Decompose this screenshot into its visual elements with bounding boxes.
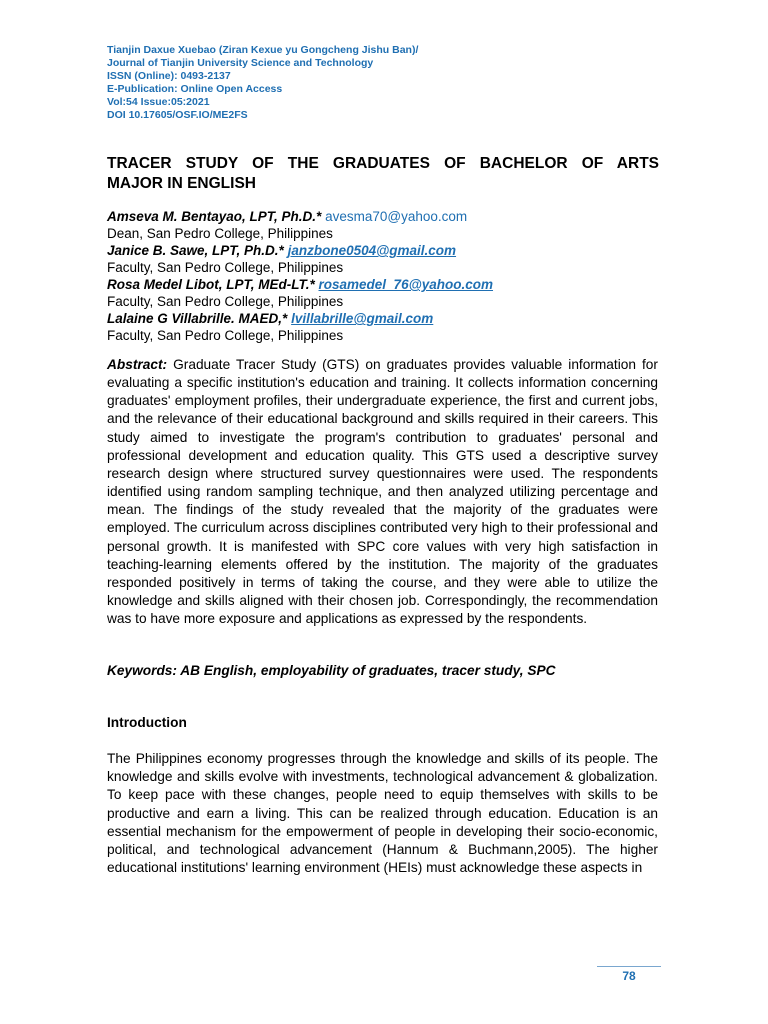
abstract <box>107 356 658 628</box>
author-affiliation: Faculty, San Pedro College, Philippines <box>107 294 344 309</box>
author-email-link[interactable]: rosamedel_76@yahoo.com <box>318 277 494 292</box>
author-name: Rosa Medel Libot, LPT, MEd-LT.* <box>107 277 315 292</box>
volume-issue: Vol:54 Issue:05:2021 <box>107 96 210 108</box>
author-1 <box>107 208 667 225</box>
journal-english-name: Journal of Tianjin University Science and Technology <box>107 57 374 69</box>
author-email-link[interactable]: avesma70@yahoo.com <box>325 209 468 224</box>
author-3 <box>107 276 667 293</box>
issn: ISSN (Online): 0493-2137 <box>107 70 231 82</box>
keywords: Keywords: AB English, employability of graduates, tracer study, SPC <box>107 663 556 678</box>
paper-title <box>107 154 659 194</box>
author-email-link[interactable]: lvillabrille@gmail.com <box>291 311 434 326</box>
author-affiliation: Faculty, San Pedro College, Philippines <box>107 328 344 343</box>
introduction-paragraph: The Philippines economy progresses through the knowledge and skills of its people. The knowledge and skills evolve with investments, technological advancement & globalization. To keep pace with these changes, people need to equip themselves with skills to be productive and earn a living. This can be realized through education. Education is an essential mechanism for the empowerment of people in developing their socio-economic, political, and technological advancement (Hannum & Buchmann,2005). The higher educational institutions' learning environment (HEIs) must acknowledge these aspects in <box>107 751 658 876</box>
author-name: Janice B. Sawe, LPT, Ph.D.* <box>107 243 284 258</box>
author-name: Lalaine G Villabrille. MAED,* <box>107 311 288 326</box>
author-2 <box>107 242 667 259</box>
abstract-label: Abstract: <box>107 357 168 372</box>
publication-type: E-Publication: Online Open Access <box>107 83 283 95</box>
author-list <box>107 208 667 344</box>
paper-title-line-1: TRACER STUDY OF THE GRADUATES OF BACHELOR OF ARTS <box>107 155 659 172</box>
page-number-rule <box>597 966 661 967</box>
journal-name-line: Tianjin Daxue Xuebao (Ziran Kexue yu Gongcheng Jishu Ban)/ <box>107 44 419 56</box>
page-number: 78 <box>622 969 636 983</box>
author-4 <box>107 310 667 327</box>
author-affiliation: Faculty, San Pedro College, Philippines <box>107 260 344 275</box>
author-name: Amseva M. Bentayao, LPT, Ph.D.* <box>107 209 322 224</box>
author-affiliation: Dean, San Pedro College, Philippines <box>107 226 333 241</box>
doi: DOI 10.17605/OSF.IO/ME2FS <box>107 109 248 121</box>
journal-header <box>107 44 418 122</box>
abstract-text: Graduate Tracer Study (GTS) on graduates provides valuable information for evaluating a specific institution's education and training. It collects information concerning graduates' employment profiles, their undergraduate experience, the first and current jobs, and the relevance of their educational background and skills required in their careers. This study aimed to investigate the program's contribution to graduates' personal and professional development and education quality. This GTS used a descriptive survey research design where structured survey questionnaires were used. The respondents identified using random sampling technique, and then analyzed utilizing percentage and mean. The findings of the study revealed that the majority of the graduates were employed. The curriculum across disciplines contributed very high to their professional and personal growth. It is manifested with SPC core values with very high satisfaction in teaching-learning elements offered by the institution. The majority of the graduates responded positively in terms of taking the course, and they were able to utilize the knowledge and skills aligned with their chosen job. Correspondingly, the recommendation was to have more exposure and applications as expressed by the respondents. <box>107 357 658 627</box>
paper-title-line-2: MAJOR IN ENGLISH <box>107 175 256 192</box>
author-email-link[interactable]: janzbone0504@gmail.com <box>287 243 457 258</box>
introduction-heading: Introduction <box>107 715 187 730</box>
